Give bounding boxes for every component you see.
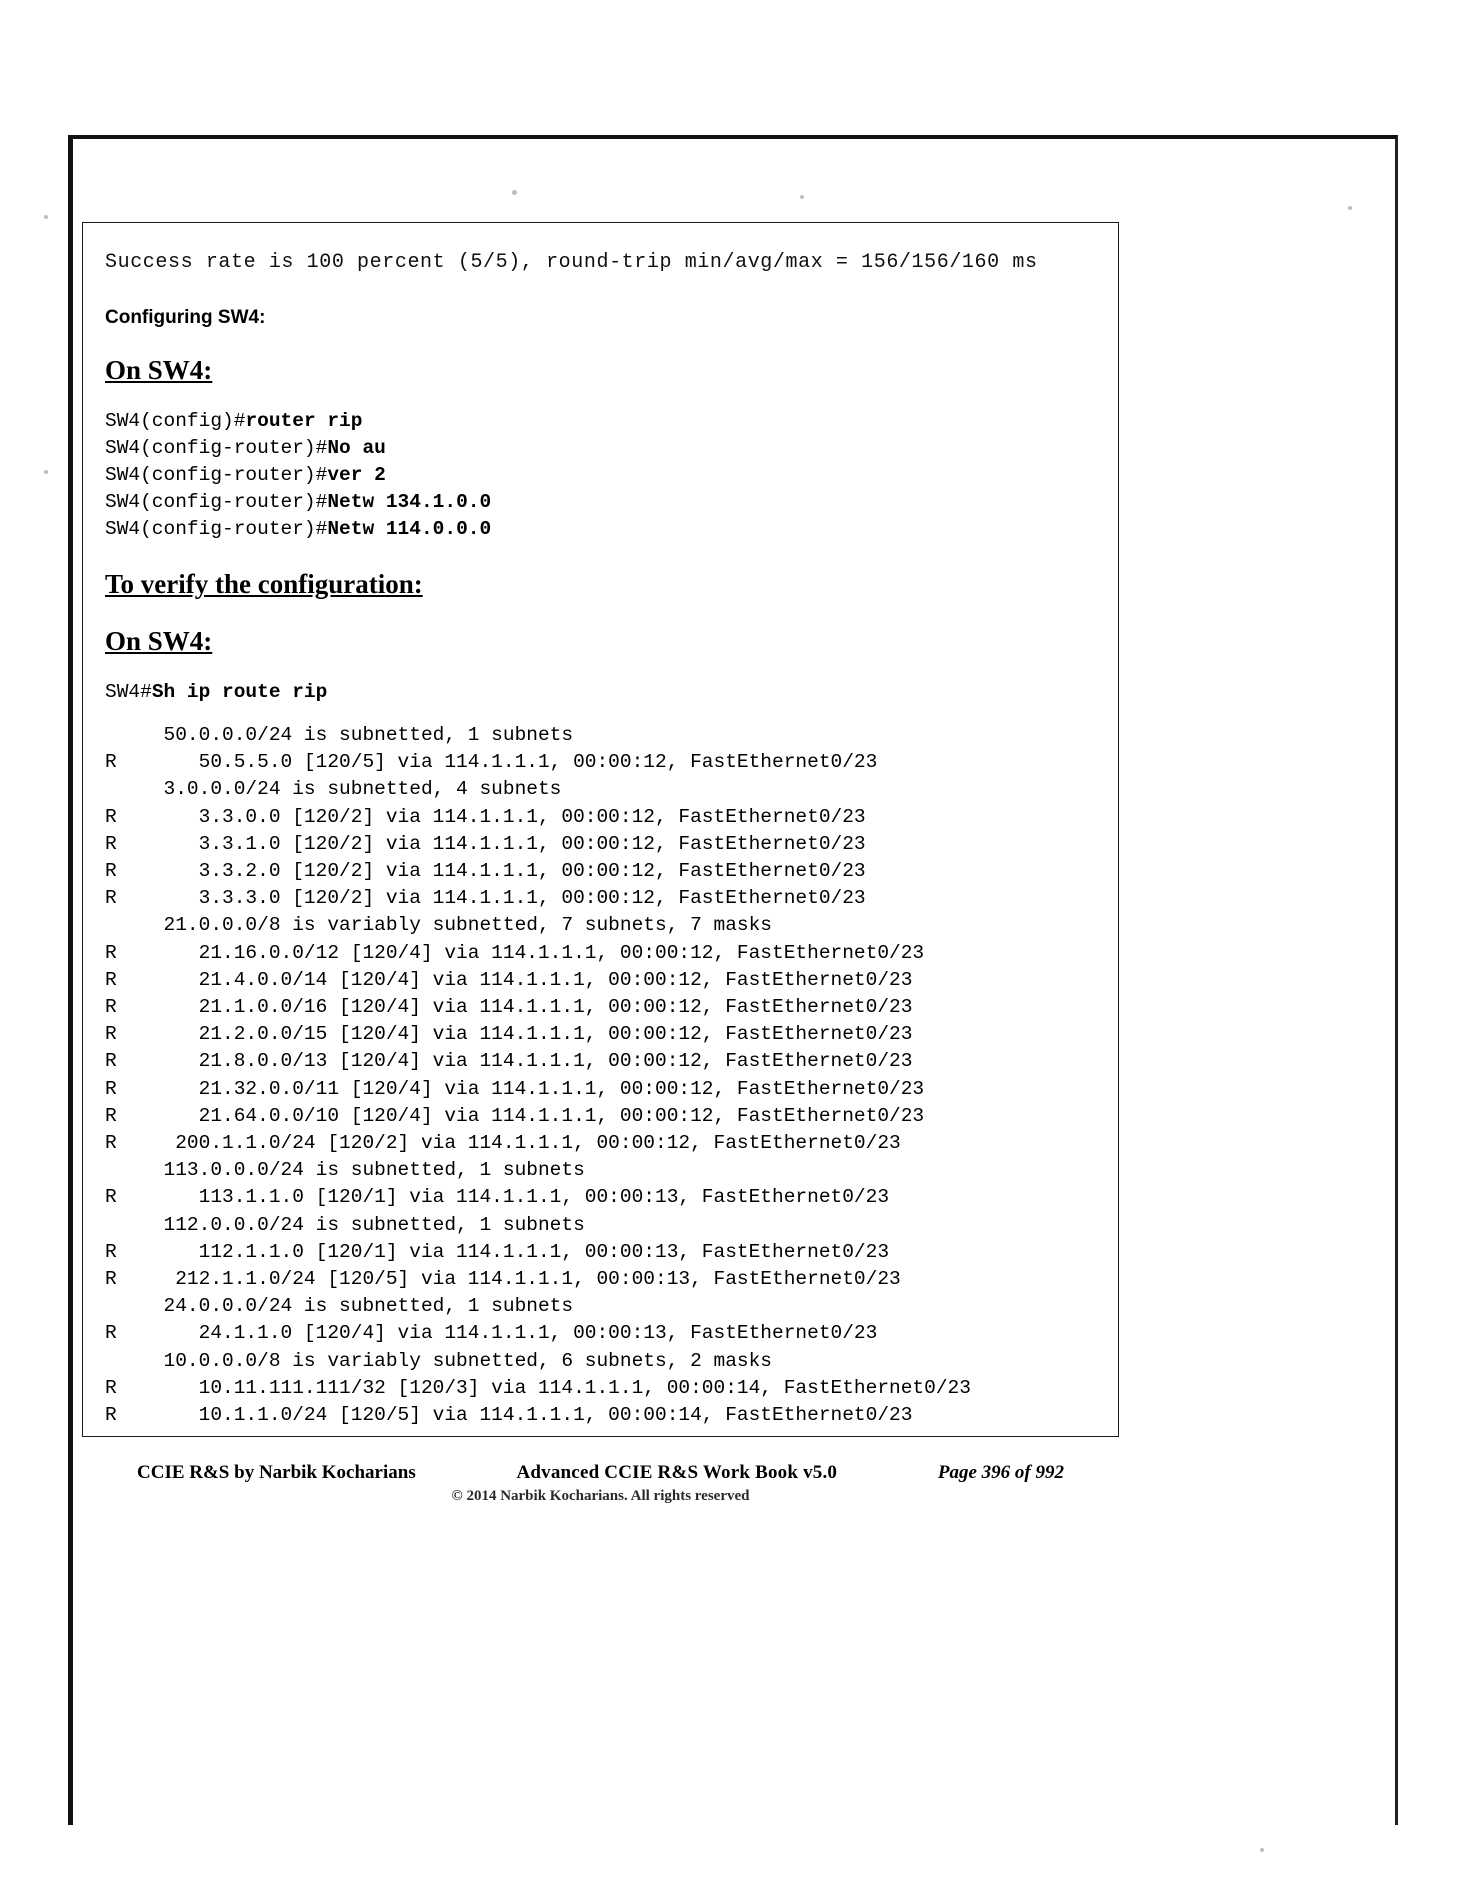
cli-line	[105, 408, 1096, 435]
route-line: 113.0.0.0/24 is subnetted, 1 subnets	[105, 1159, 585, 1182]
route-line: R 21.32.0.0/11 [120/4] via 114.1.1.1, 00:00:12, FastEthernet0/23	[105, 1077, 925, 1100]
heading-verify-configuration: To verify the configuration:	[105, 569, 423, 599]
cli-line	[105, 679, 1096, 706]
cli-line	[105, 462, 1096, 489]
route-line: R 24.1.1.0 [120/4] via 114.1.1.1, 00:00:13, FastEthernet0/23	[105, 1322, 878, 1345]
cli-line	[105, 489, 1096, 516]
route-line: R 3.3.0.0 [120/2] via 114.1.1.1, 00:00:12, FastEthernet0/23	[105, 805, 866, 828]
cli-prompt: SW4(config)#	[105, 410, 246, 432]
route-line: R 112.1.1.0 [120/1] via 114.1.1.1, 00:00:13, FastEthernet0/23	[105, 1240, 890, 1263]
ping-success-line: Success rate is 100 percent (5/5), round-trip min/avg/max = 156/156/160 ms	[105, 251, 1038, 274]
route-line: R 21.16.0.0/12 [120/4] via 114.1.1.1, 00:00:12, FastEthernet0/23	[105, 941, 925, 964]
heading-on-sw4-first: On SW4:	[105, 355, 213, 385]
scan-speck	[800, 195, 804, 199]
scan-speck	[44, 470, 48, 474]
scan-speck	[512, 190, 517, 195]
route-table-output	[105, 722, 1096, 1429]
route-line: 21.0.0.0/8 is variably subnetted, 7 subnets, 7 masks	[105, 914, 773, 937]
page-footer	[82, 1462, 1119, 1505]
configuring-caption: Configuring SW4:	[105, 307, 266, 328]
footer-copyright: © 2014 Narbik Kocharians. All rights reserved	[451, 1488, 750, 1504]
verify-command-block	[105, 679, 1096, 706]
route-line: R 21.64.0.0/10 [120/4] via 114.1.1.1, 00:00:12, FastEthernet0/23	[105, 1104, 925, 1127]
route-line: R 113.1.1.0 [120/1] via 114.1.1.1, 00:00:13, FastEthernet0/23	[105, 1186, 890, 1209]
route-line: R 3.3.1.0 [120/2] via 114.1.1.1, 00:00:12, FastEthernet0/23	[105, 832, 866, 855]
footer-title: Advanced CCIE R&S Work Book v5.0	[516, 1462, 838, 1483]
route-line: 50.0.0.0/24 is subnetted, 1 subnets	[105, 724, 574, 746]
cli-command: router rip	[245, 410, 363, 432]
cli-command: Netw 114.0.0.0	[327, 518, 492, 540]
footer-author: CCIE R&S by Narbik Kocharians	[137, 1462, 416, 1483]
route-line: R 21.1.0.0/16 [120/4] via 114.1.1.1, 00:00:12, FastEthernet0/23	[105, 996, 913, 1019]
heading-on-sw4-second: On SW4:	[105, 626, 213, 656]
cli-line	[105, 516, 1096, 543]
route-line: R 200.1.1.0/24 [120/2] via 114.1.1.1, 00:00:12, FastEthernet0/23	[105, 1132, 901, 1155]
console-output-box	[82, 222, 1119, 1437]
route-line: 3.0.0.0/24 is subnetted, 4 subnets	[105, 778, 562, 801]
route-line: 24.0.0.0/24 is subnetted, 1 subnets	[105, 1295, 574, 1318]
cli-prompt: SW4(config-router)#	[105, 518, 328, 540]
route-line: R 3.3.2.0 [120/2] via 114.1.1.1, 00:00:12, FastEthernet0/23	[105, 860, 866, 883]
cli-command: ver 2	[327, 464, 386, 486]
route-line: R 21.8.0.0/13 [120/4] via 114.1.1.1, 00:00:12, FastEthernet0/23	[105, 1050, 913, 1073]
route-line: R 50.5.5.0 [120/5] via 114.1.1.1, 00:00:12, FastEthernet0/23	[105, 751, 878, 774]
scan-speck	[44, 215, 48, 219]
scan-speck	[1260, 1848, 1264, 1852]
route-line: R 212.1.1.0/24 [120/5] via 114.1.1.1, 00:00:13, FastEthernet0/23	[105, 1268, 901, 1291]
cli-command: Netw 134.1.0.0	[327, 491, 492, 513]
config-command-block	[105, 408, 1096, 543]
route-line: R 21.2.0.0/15 [120/4] via 114.1.1.1, 00:00:12, FastEthernet0/23	[105, 1023, 913, 1046]
scan-speck	[1348, 206, 1352, 210]
route-line: 112.0.0.0/24 is subnetted, 1 subnets	[105, 1213, 585, 1236]
route-line: R 10.1.1.0/24 [120/5] via 114.1.1.1, 00:00:14, FastEthernet0/23	[105, 1404, 913, 1427]
cli-prompt: SW4#	[105, 681, 152, 703]
route-line: 10.0.0.0/8 is variably subnetted, 6 subnets, 2 masks	[105, 1349, 773, 1372]
route-line: R 10.11.111.111/32 [120/3] via 114.1.1.1, 00:00:14, FastEthernet0/23	[105, 1376, 971, 1399]
footer-page-number: Page 396 of 992	[937, 1462, 1064, 1483]
cli-line	[105, 435, 1096, 462]
cli-prompt: SW4(config-router)#	[105, 491, 328, 513]
cli-prompt: SW4(config-router)#	[105, 437, 328, 459]
cli-command: Sh ip route rip	[151, 681, 328, 703]
cli-prompt: SW4(config-router)#	[105, 464, 328, 486]
route-line: R 21.4.0.0/14 [120/4] via 114.1.1.1, 00:00:12, FastEthernet0/23	[105, 968, 913, 991]
cli-command: No au	[327, 437, 386, 459]
route-line: R 3.3.3.0 [120/2] via 114.1.1.1, 00:00:12, FastEthernet0/23	[105, 887, 866, 910]
